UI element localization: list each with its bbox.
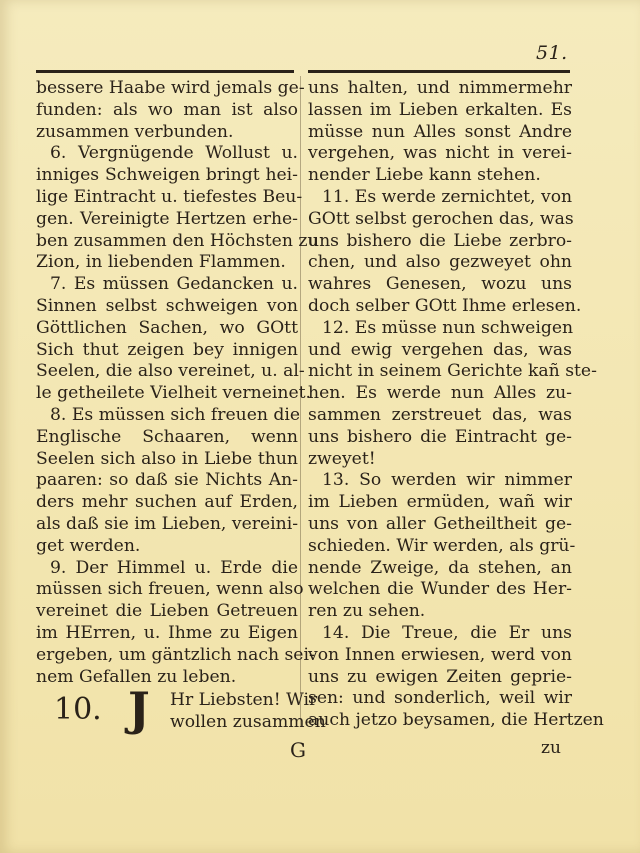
text-line: le getheilete Vielheit verneinet.: [36, 383, 311, 404]
text-line: doch selber GOtt Ihme erlesen.: [308, 295, 582, 316]
text-line: Hr Liebsten! Wir: [170, 690, 318, 711]
text-line: 12. Es müsse nun schweigen: [322, 317, 574, 338]
text-line: 6. Vergnügende Wollust u.: [50, 143, 298, 164]
verse-10-opening: [36, 682, 326, 737]
text-line: nender Liebe kann stehen.: [308, 165, 541, 186]
text-line: nende Zweige, da stehen, an: [308, 557, 572, 578]
text-line: wahres Genesen, wozu uns: [308, 274, 572, 295]
text-line: müssen sich freuen, wenn also: [36, 579, 304, 600]
header-rule-left: [36, 70, 294, 73]
text-line: welchen die Wunder des Her-: [308, 579, 572, 600]
text-line: als daß sie im Lieben, vereini-: [36, 513, 298, 534]
text-line: get werden.: [36, 535, 141, 556]
text-line: ren zu sehen.: [308, 601, 426, 622]
header-rule-right: [308, 70, 570, 73]
signature-mark: G: [290, 738, 306, 762]
text-line: ders mehr suchen auf Erden,: [36, 492, 298, 513]
text-line: Seelen sich also in Liebe thun: [36, 448, 298, 469]
text-line: und ewig vergehen das, was: [308, 339, 572, 360]
text-line: Englische Schaaren, wenn: [36, 426, 298, 447]
text-line: Göttlichen Sachen, wo GOtt: [36, 317, 298, 338]
text-line: 11. Es werde zernichtet, von: [322, 186, 573, 207]
text-line: ergeben, um gäntzlich nach sei-: [36, 644, 315, 665]
text-line: sammen zerstreuet das, was: [308, 404, 572, 425]
text-line: uns bishero die Liebe zerbro-: [308, 230, 572, 251]
text-line: funden: als wo man ist also: [36, 99, 298, 120]
text-line: 14. Die Treue, die Er uns: [322, 622, 572, 643]
text-line: lige Eintracht u. tiefestes Beu-: [36, 186, 303, 207]
text-line: im Lieben ermüden, wañ wir: [308, 492, 572, 513]
text-line: müsse nun Alles sonst Andre: [308, 121, 572, 142]
text-line: zusammen verbunden.: [36, 121, 234, 142]
text-line: auch jetzo beysamen, die Hertzen: [308, 710, 604, 731]
text-line: hen. Es werde nun Alles zu-: [308, 383, 572, 404]
page-number: 51.: [536, 42, 568, 64]
text-line: vergehen, was nicht in verei-: [308, 143, 572, 164]
left-column: [36, 78, 326, 737]
text-line: Sinnen selbst schweigen von: [36, 295, 298, 316]
catchword: zu: [541, 738, 561, 758]
text-line: chen, und also gezweyet ohn: [308, 252, 572, 273]
text-line: uns zu ewigen Zeiten geprie-: [308, 666, 572, 687]
text-line: bessere Haabe wird jemals ge-: [36, 78, 305, 98]
text-line: nicht in seinem Gerichte kañ ste-: [308, 361, 597, 382]
text-line: nem Gefallen zu leben.: [36, 666, 237, 687]
text-line: Seelen, die also vereinet, u. al-: [36, 361, 305, 382]
text-line: uns bishero die Eintracht ge-: [308, 426, 572, 447]
text-line: Sich thut zeigen bey innigen: [36, 339, 298, 360]
right-column: [308, 78, 604, 732]
text-line: wollen zusammen: [170, 712, 326, 733]
verse-number: 10.: [54, 692, 102, 728]
text-line: lassen im Lieben erkalten. Es: [308, 99, 572, 120]
text-line: Zion, in liebenden Flammen.: [36, 252, 286, 273]
text-line: uns halten, und nimmermehr: [308, 78, 572, 98]
text-line: vereinet die Lieben Getreuen: [36, 601, 298, 622]
text-line: zweyet!: [308, 448, 376, 469]
text-line: 13. So werden wir nimmer: [322, 470, 572, 491]
drop-cap-initial: J: [128, 682, 150, 737]
text-line: GOtt selbst gerochen das, was: [308, 208, 574, 229]
text-line: inniges Schweigen bringt hei-: [36, 165, 298, 186]
text-line: schieden. Wir werden, als grü-: [308, 535, 576, 556]
text-line: ben zusammen den Höchsten zu: [36, 230, 319, 251]
text-line: von Innen erwiesen, werd von: [308, 644, 572, 665]
text-line: gen. Vereinigte Hertzen erhe-: [36, 208, 298, 229]
text-line: paaren: so daß sie Nichts An-: [36, 470, 298, 491]
text-line: 8. Es müssen sich freuen die: [50, 404, 301, 425]
text-line: 7. Es müssen Gedancken u.: [50, 274, 298, 295]
text-line: uns von aller Getheiltheit ge-: [308, 513, 572, 534]
text-line: sen: und sonderlich, weil wir: [308, 688, 572, 709]
text-line: im HErren, u. Ihme zu Eigen: [36, 622, 298, 643]
text-line: 9. Der Himmel u. Erde die: [50, 557, 298, 578]
